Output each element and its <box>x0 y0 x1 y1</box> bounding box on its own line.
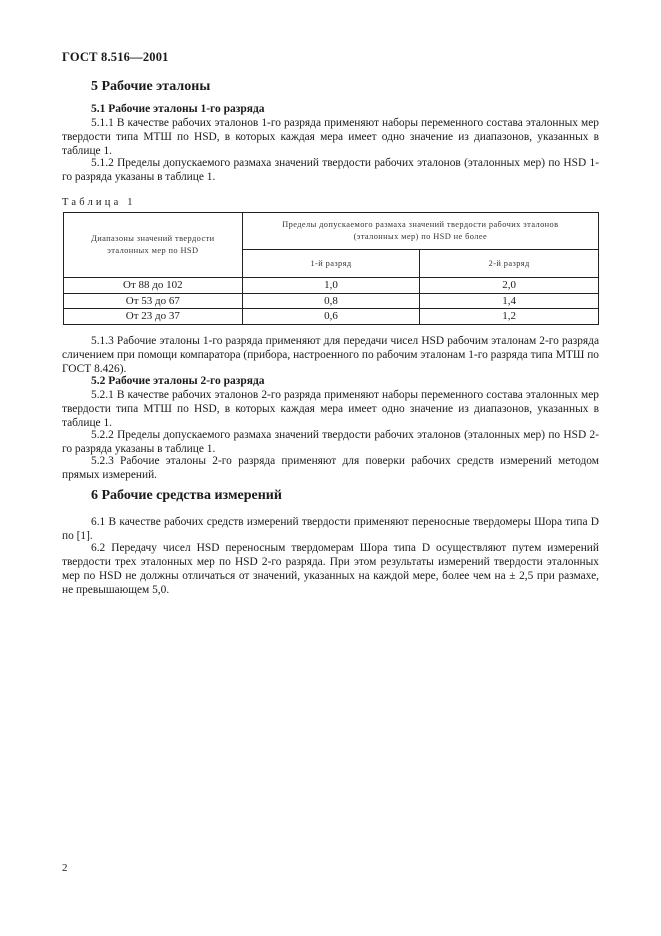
paragraph-6-1: 6.1 В качестве рабочих средств измерений твердости применяют переносные твердомеры Шора типа D по [1]. <box>62 516 599 543</box>
table-header-grade-1: 1-й разряд <box>242 250 420 278</box>
table-caption: Таблица 1 <box>62 197 136 208</box>
page-number: 2 <box>62 862 68 874</box>
table-cell-grade-2: 2,0 <box>420 278 599 294</box>
table-cell-range: От 88 до 102 <box>64 278 243 294</box>
subsection-5-2-title: 5.2 Рабочие эталоны 2-го разряда <box>91 375 265 387</box>
table-cell-range: От 53 до 67 <box>64 293 243 309</box>
paragraph-5-1-2: 5.1.2 Пределы допускаемого размаха значений твердости рабочих эталонов (эталонных мер) по HSD 1-го разряда указаны в таблице 1. <box>62 157 599 184</box>
section-6-title: 6 Рабочие средства измерений <box>91 488 282 503</box>
document-header: ГОСТ 8.516—2001 <box>62 50 169 64</box>
table-cell-grade-2: 1,2 <box>420 309 599 325</box>
table-cell-grade-1: 1,0 <box>242 278 420 294</box>
paragraph-6-2: 6.2 Передачу чисел HSD переносным твердомерам Шора типа D осуществляют путем измерений твердости трех эталонных мер по HSD 2-го разряда. При этом результаты измерений твердости эталонных мер по HSD не должны отличаться от значений, указанных на каждой мере, более чем на ± 2,5 при размахе, не превышающем 5,0. <box>62 542 599 597</box>
table-cell-range: От 23 до 37 <box>64 309 243 325</box>
paragraph-5-1-3: 5.1.3 Рабочие эталоны 1-го разряда применяют для передачи чисел HSD рабочим эталонам 2-го разряда сличением при помощи компаратора (прибора, настроенного по рабочим эталонам 1-го разряда типа МТШ по ГОСТ 8.426). <box>62 335 599 376</box>
table-row <box>64 278 599 294</box>
table-header-ranges: Диапазоны значений твердости эталонных мер по HSD <box>64 213 243 278</box>
table-header-grade-2: 2-й разряд <box>420 250 599 278</box>
paragraph-5-2-1: 5.2.1 В качестве рабочих эталонов 2-го разряда применяют наборы переменного состава эталонных мер твердости типа МТШ по HSD, в которых каждая мера имеет одно значение из диапазонов, указанных в таблице 1. <box>62 389 599 430</box>
table-cell-grade-2: 1,4 <box>420 293 599 309</box>
table-row <box>64 293 599 309</box>
subsection-5-1-title: 5.1 Рабочие эталоны 1-го разряда <box>91 103 265 115</box>
table-cell-grade-1: 0,8 <box>242 293 420 309</box>
table-cell-grade-1: 0,6 <box>242 309 420 325</box>
section-5-title: 5 Рабочие эталоны <box>91 79 211 94</box>
paragraph-5-1-1: 5.1.1 В качестве рабочих эталонов 1-го разряда применяют наборы переменного состава эталонных мер твердости типа МТШ по HSD, в которых каждая мера имеет одно значение из диапазонов, указанных в таблице 1. <box>62 117 599 158</box>
paragraph-5-2-2: 5.2.2 Пределы допускаемого размаха значений твердости рабочих эталонов (эталонных мер) по HSD 2-го разряда указаны в таблице 1. <box>62 429 599 456</box>
paragraph-5-2-3: 5.2.3 Рабочие эталоны 2-го разряда применяют для поверки рабочих средств измерений методом прямых измерений. <box>62 455 599 482</box>
table-row <box>64 309 599 325</box>
table-header-limits: Пределы допускаемого размаха значений твердости рабочих эталонов (эталонных мер) по HSD не более <box>242 213 598 250</box>
hardness-table <box>63 212 599 325</box>
